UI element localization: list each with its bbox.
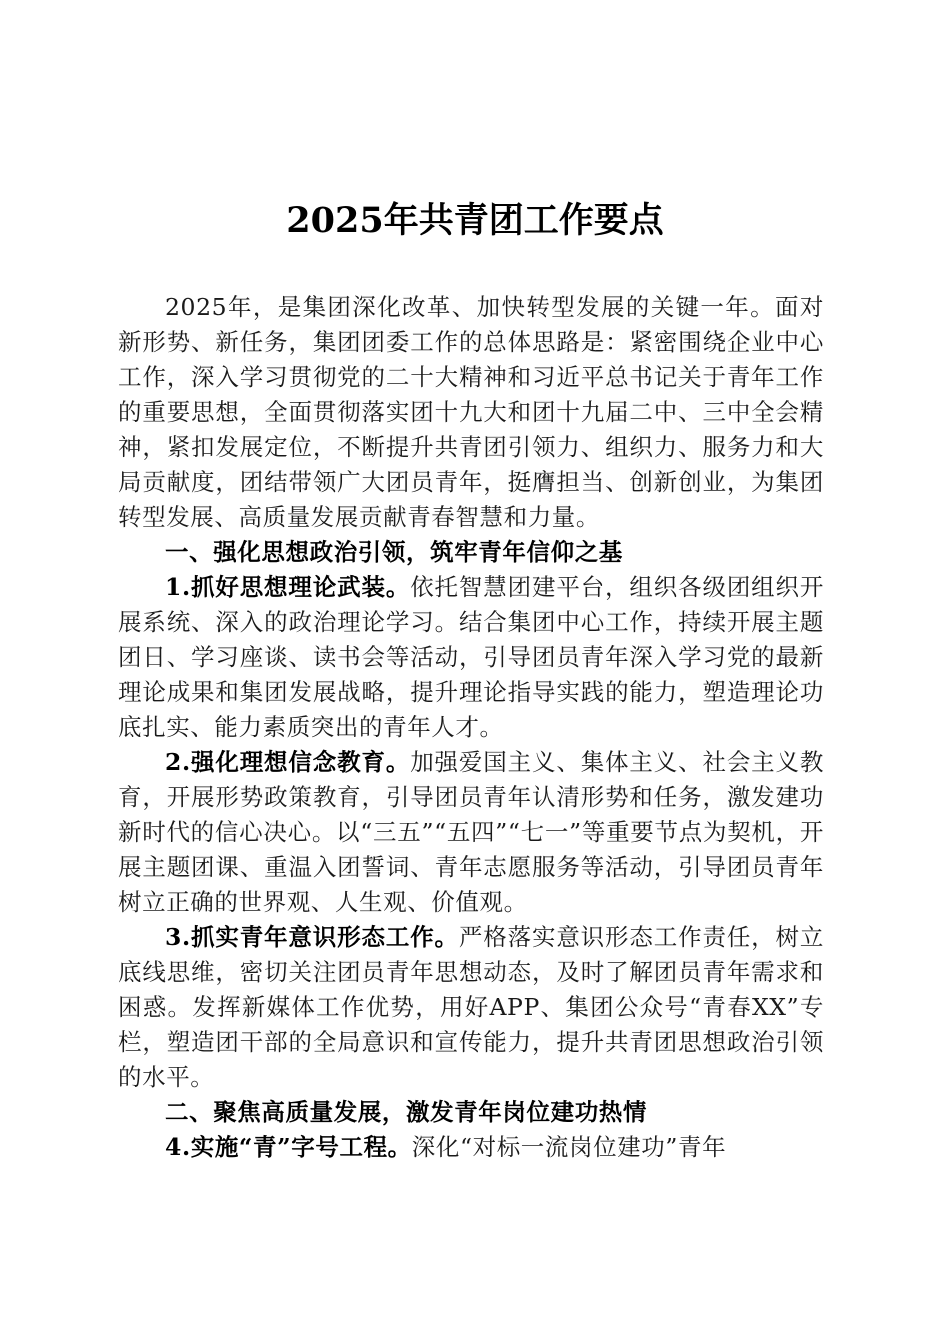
item-paragraph-3: [118, 920, 824, 1095]
item-title-4: 4.实施“青”字号工程。: [165, 1133, 412, 1161]
item-title-1: 1.抓好思想理论武装。: [165, 573, 411, 601]
item-paragraph-4: [118, 1130, 824, 1165]
item-body-1: 依托智慧团建平台，组织各级团组织开展系统、深入的政治理论学习。结合集团中心工作，持续开展主题团日、学习座谈、读书会等活动，引导团员青年深入学习党的最新理论成果和集团发展战略，提升理论指导实践的能力，塑造理论功底扎实、能力素质突出的青年人才。: [118, 573, 824, 741]
item-title-3: 3.抓实青年意识形态工作。: [165, 923, 459, 951]
intro-paragraph: 2025年，是集团深化改革、加快转型发展的关键一年。面对新形势、新任务，集团团委工作的总体思路是：紧密围绕企业中心工作，深入学习贯彻党的二十大精神和习近平总书记关于青年工作的重要思想，全面贯彻落实团十九大和团十九届二中、三中全会精神，紧扣发展定位，不断提升共青团引领力、组织力、服务力和大局贡献度，团结带领广大团员青年，挺膺担当、创新创业，为集团转型发展、高质量发展贡献青春智慧和力量。: [118, 293, 824, 531]
item-body-3: 严格落实意识形态工作责任，树立底线思维，密切关注团员青年思想动态，及时了解团员青年需求和困惑。发挥新媒体工作优势，用好APP、集团公众号“青春XX”专栏，塑造团干部的全局意识和宣传能力，提升共青团思想政治引领的水平。: [118, 923, 824, 1091]
document-body: [118, 290, 824, 1165]
document-title: 2025年共青团工作要点: [286, 200, 664, 241]
item-paragraph-2: [118, 745, 824, 920]
item-body-2: 加强爱国主义、集体主义、社会主义教育，开展形势政策教育，引导团员青年认清形势和任务，激发建功新时代的信心决心。以“三五”“五四”“七一”等重要节点为契机，开展主题团课、重温入团誓词、青年志愿服务等活动，引导团员青年树立正确的世界观、人生观、价值观。: [118, 748, 824, 916]
item-title-2: 2.强化理想信念教育。: [165, 748, 411, 776]
item-paragraph-1: [118, 570, 824, 745]
item-body-4: 深化“对标一流岗位建功”青年: [411, 1133, 727, 1161]
section-heading-1: 一、强化思想政治引领，筑牢青年信仰之基: [165, 538, 623, 566]
section-heading-2: 二、聚焦高质量发展，激发青年岗位建功热情: [165, 1098, 647, 1126]
